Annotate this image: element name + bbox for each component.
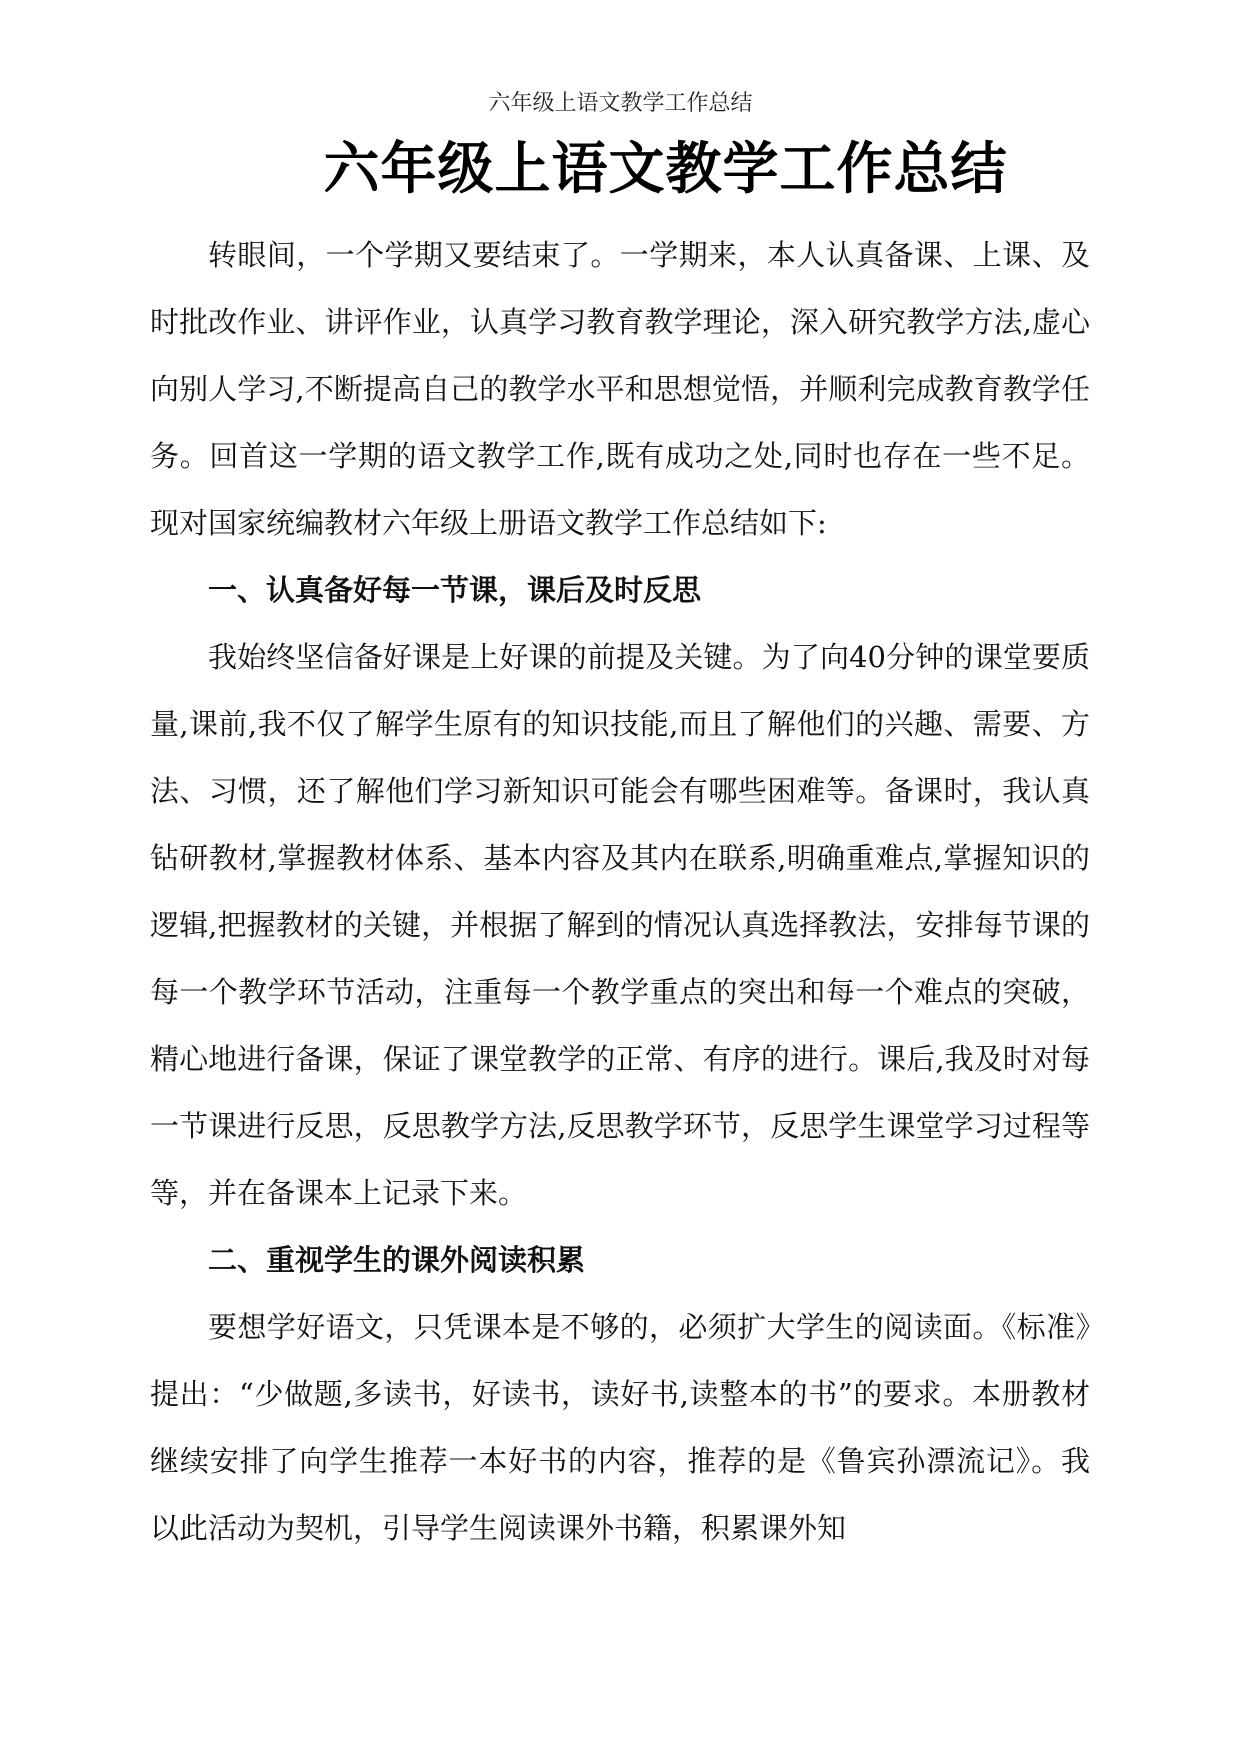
- document-title: 六年级上语文教学工作总结: [323, 137, 1008, 202]
- document-body: [150, 222, 1090, 1562]
- section-paragraph-2: 要想学好语文，只凭课本是不够的，必须扩大学生的阅读面。《标准》提出：“少做题,多读书，好读书，读好书,读整本的书”的要求。本册教材继续安排了向学生推荐一本好书的内容，推荐的是《鲁宾孙漂流记》。我以此活动为契机，引导学生阅读课外书籍，积累课外知: [150, 1310, 1090, 1545]
- section-paragraph-1: 我始终坚信备好课是上好课的前提及关键。为了向40分钟的课堂要质量,课前,我不仅了解学生原有的知识技能,而且了解他们的兴趣、需要、方法、习惯，还了解他们学习新知识可能会有哪些困难等。备课时，我认真钻研教材,掌握教材体系、基本内容及其内在联系,明确重难点,掌握知识的逻辑,把握教材的关键，并根据了解到的情况认真选择教法，安排每节课的每一个教学环节活动，注重每一个教学重点的突出和每一个难点的突破，精心地进行备课，保证了课堂教学的正常、有序的进行。课后,我及时对每一节课进行反思，反思教学方法,反思教学环节，反思学生课堂学习过程等等，并在备课本上记录下来。: [150, 640, 1090, 1210]
- intro-paragraph: 转眼间，一个学期又要结束了。一学期来，本人认真备课、上课、及时批改作业、讲评作业，认真学习教育教学理论，深入研究教学方法,虚心向别人学习,不断提高自己的教学水平和思想觉悟，并顺利完成教育教学任务。回首这一学期的语文教学工作,既有成功之处,同时也存在一些不足。现对国家统编教材六年级上册语文教学工作总结如下:: [150, 238, 1090, 540]
- section-heading-1: 一、认真备好每一节课，课后及时反思: [208, 573, 702, 607]
- running-header: 六年级上语文教学工作总结: [488, 91, 753, 116]
- section-heading-2: 二、重视学生的课外阅读积累: [208, 1243, 586, 1277]
